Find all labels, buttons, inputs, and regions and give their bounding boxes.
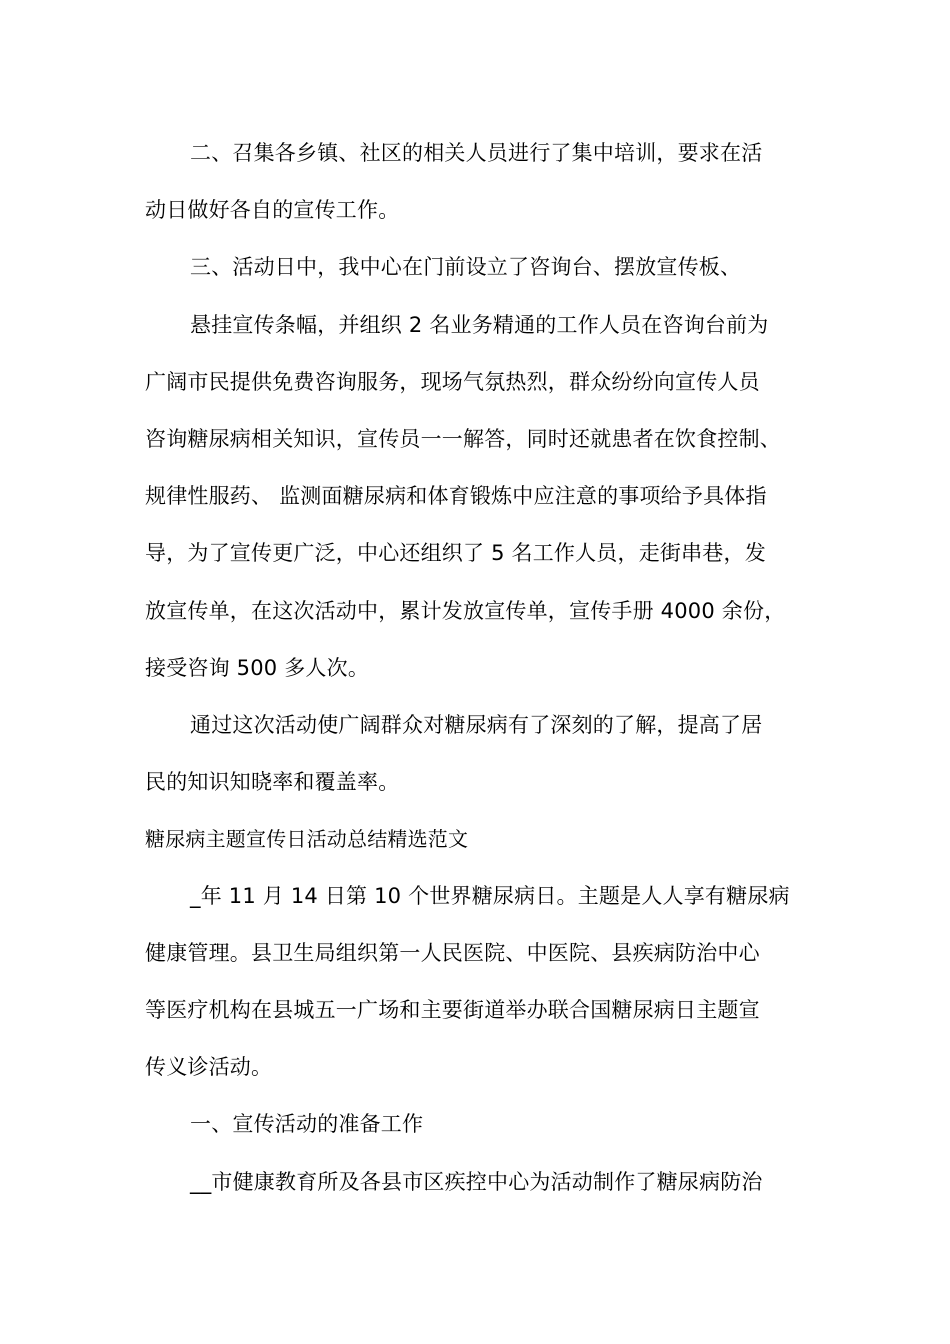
paragraph-line: 广阔市民提供免费咨询服务，现场气氛热烈，群众纷纷向宣传人员 (145, 370, 760, 394)
paragraph-line: _年 11 月 14 日第 10 个世界糖尿病日。主题是人人享有糖尿病 (190, 884, 790, 908)
paragraph-line: 悬挂宣传条幅，并组织 2 名业务精通的工作人员在咨询台前为 (190, 313, 769, 337)
paragraph-line: 接受咨询 500 多人次。 (145, 656, 370, 680)
paragraph-line: 动日做好各自的宣传工作。 (145, 198, 400, 222)
paragraph-line: 民的知识知晓率和覆盖率。 (145, 770, 400, 794)
section-title: 糖尿病主题宣传日活动总结精选范文 (145, 827, 469, 851)
paragraph-line: 放宣传单，在这次活动中，累计发放宣传单，宣传手册 4000 余份， (145, 599, 786, 623)
paragraph-line: 咨询糖尿病相关知识，宣传员一一解答，同时还就患者在饮食控制、 (145, 427, 781, 451)
subsection-heading: 一、宣传活动的准备工作 (190, 1112, 424, 1136)
paragraph-line: 健康管理。县卫生局组织第一人民医院、中医院、县疾病防治中心 (145, 941, 760, 965)
paragraph-line: 二、召集各乡镇、社区的相关人员进行了集中培训，要求在活 (190, 141, 763, 165)
paragraph-line: 通过这次活动使广阔群众对糖尿病有了深刻的了解，提高了居 (190, 713, 763, 737)
paragraph-line: 三、活动日中，我中心在门前设立了咨询台、摆放宣传板、 (190, 255, 742, 279)
paragraph-line: 传义诊活动。 (145, 1055, 273, 1079)
paragraph-line: __市健康教育所及各县市区疾控中心为活动制作了糖尿病防治 (190, 1170, 763, 1194)
paragraph-line: 等医疗机构在县城五一广场和主要街道举办联合国糖尿病日主题宣 (145, 998, 760, 1022)
paragraph-line: 导，为了宣传更广泛，中心还组织了 5 名工作人员，走街串巷，发 (145, 541, 766, 565)
paragraph-line: 规律性服药、 监测面糖尿病和体育锻炼中应注意的事项给予具体指 (145, 484, 767, 508)
